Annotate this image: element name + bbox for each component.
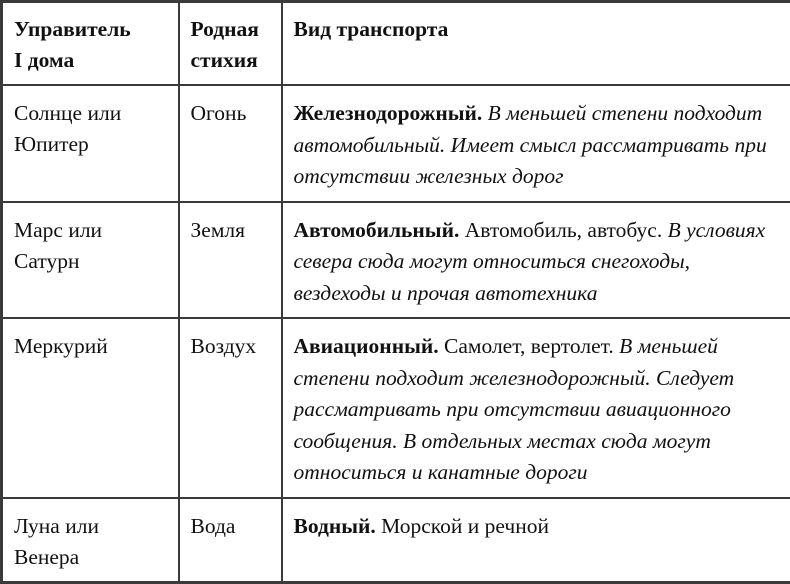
transport-italic: В условиях севера сюда могут относиться снегоходы, вездеходы и прочая автотехника bbox=[294, 218, 766, 305]
transport-italic: В меньшей степени подходит железнодорожный. Следует рассматривать при отсутствии авиационного сообщения. В отдельных местах сюда могут относиться и канатные дороги bbox=[294, 334, 735, 484]
cell-ruler: Меркурий bbox=[2, 318, 179, 498]
cell-transport bbox=[282, 318, 790, 498]
column-header-ruler-line1: Управитель bbox=[14, 14, 168, 45]
table-row bbox=[2, 498, 790, 583]
cell-transport bbox=[282, 85, 790, 202]
cell-transport bbox=[282, 498, 790, 583]
column-header-transport-label: Вид транспорта bbox=[294, 14, 781, 45]
cell-ruler: Солнце или Юпитер bbox=[2, 85, 179, 202]
cell-element: Земля bbox=[179, 202, 282, 319]
column-header-transport bbox=[282, 2, 790, 86]
table-header-row bbox=[2, 2, 790, 86]
transport-lead: Водный. bbox=[294, 514, 376, 538]
transport-lead: Автомобильный. bbox=[294, 218, 460, 242]
transport-upright: Самолет, вертолет. bbox=[444, 334, 614, 358]
column-header-element-line2: стихия bbox=[191, 45, 271, 76]
column-header-ruler-line2: I дома bbox=[14, 45, 168, 76]
cell-ruler: Марс или Сатурн bbox=[2, 202, 179, 319]
cell-element: Вода bbox=[179, 498, 282, 583]
column-header-element-line1: Родная bbox=[191, 14, 271, 45]
transport-italic: В меньшей степени подходит автомобильный. Имеет смысл рассматривать при отсутствии железных дорог bbox=[294, 101, 767, 188]
transport-upright: Автомобиль, автобус. bbox=[465, 218, 663, 242]
transport-lead: Железнодорожный. bbox=[294, 101, 483, 125]
table-row bbox=[2, 318, 790, 498]
transport-lead: Авиационный. bbox=[294, 334, 439, 358]
cell-transport bbox=[282, 202, 790, 319]
transport-upright: Морской и речной bbox=[381, 514, 549, 538]
cell-ruler: Луна или Венера bbox=[2, 498, 179, 583]
cell-element: Воздух bbox=[179, 318, 282, 498]
column-header-element bbox=[179, 2, 282, 86]
table-row bbox=[2, 85, 790, 202]
table-row bbox=[2, 202, 790, 319]
column-header-ruler bbox=[2, 2, 179, 86]
cell-element: Огонь bbox=[179, 85, 282, 202]
